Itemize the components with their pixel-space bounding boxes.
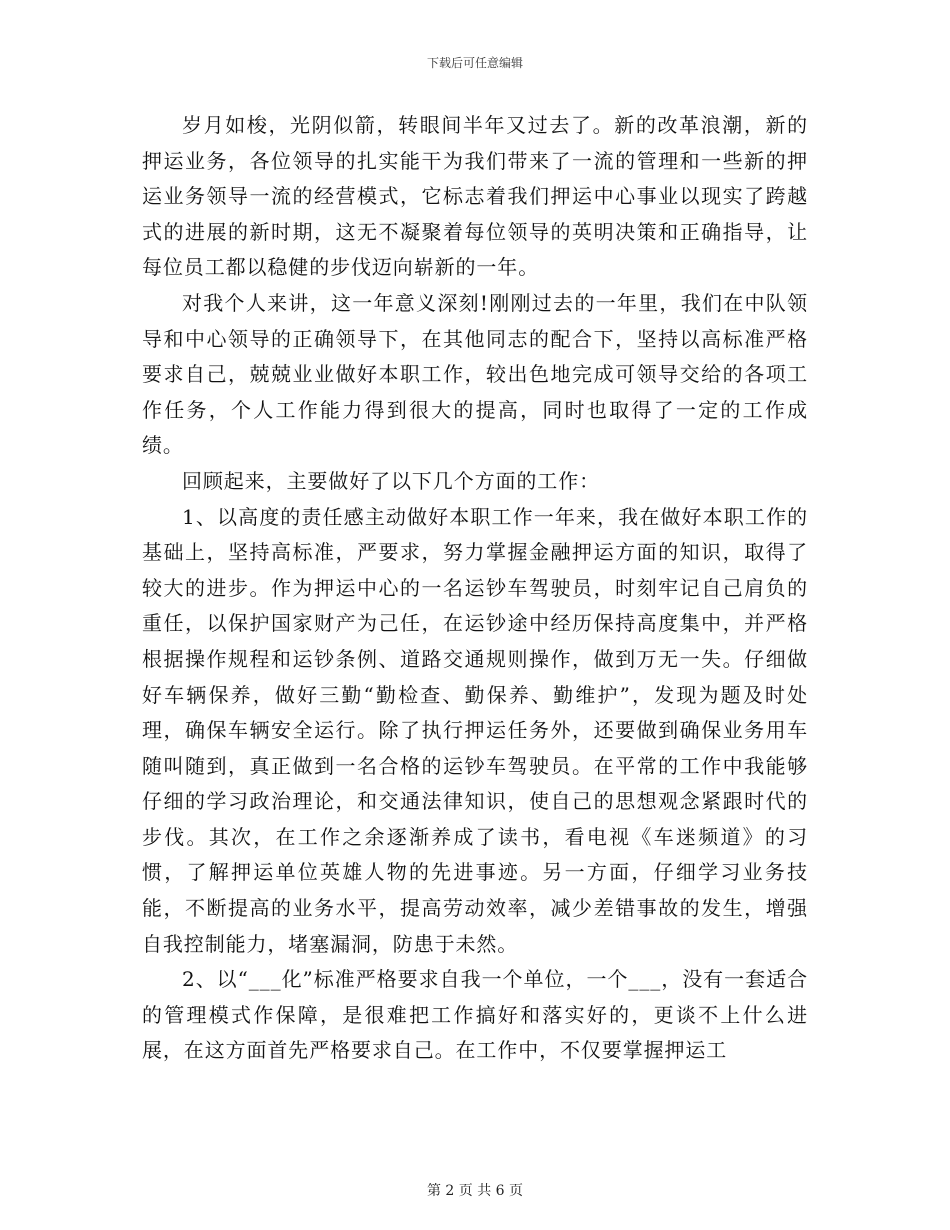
document-body xyxy=(142,108,808,1069)
page-header: 下载后可任意编辑 xyxy=(426,56,523,70)
paragraph-4: 1、以高度的责任感主动做好本职工作一年来，我在做好本职工作的基础上，坚持高标准，严要求，努力掌握金融押运方面的知识，取得了较大的进步。作为押运中心的一名运钞车驾驶员，时刻牢记自己肩负的重任，以保护国家财产为己任，在运钞途中经历保持高度集中，并严格根据操作规程和运钞条例、道路交通规则操作，做到万无一失。仔细做好车辆保养，做好三勤“勤检查、勤保养、勤维护”，发现为题及时处理，确保车辆安全运行。除了执行押运任务外，还要做到确保业务用车随叫随到，真正做到一名合格的运钞车驾驶员。在平常的工作中我能够仔细的学习政治理论，和交通法律知识，使自己的思想观念紧跟时代的步伐。其次，在工作之余逐渐养成了读书，看电视《车迷频道》的习惯，了解押运单位英雄人物的先进事迹。另一方面，仔细学习业务技能，不断提高的业务水平，提高劳动效率，减少差错事故的发生，增强自我控制能力，堵塞漏洞，防患于未然。 xyxy=(142,504,808,956)
paragraph-2: 对我个人来讲，这一年意义深刻!刚刚过去的一年里，我们在中队领导和中心领导的正确领导下，在其他同志的配合下，坚持以高标准严格要求自己，兢兢业业做好本职工作，较出色地完成可领导交给的各项工作任务，个人工作能力得到很大的提高，同时也取得了一定的工作成绩。 xyxy=(142,290,808,458)
paragraph-3: 回顾起来，主要做好了以下几个方面的工作： xyxy=(182,468,600,493)
paragraph-5: 2、以“___化”标准严格要求自我一个单位，一个___，没有一套适合的管理模式作保障，是很难把工作搞好和落实好的，更谈不上什么进展，在这方面首先严格要求自己。在工作中，不仅要掌握押运工 xyxy=(142,967,808,1063)
paragraph-1: 岁月如梭，光阴似箭，转眼间半年又过去了。新的改革浪潮，新的押运业务，各位领导的扎实能干为我们带来了一流的管理和一些新的押运业务领导一流的经营模式，它标志着我们押运中心事业以现实了跨越式的进展的新时期，这无不凝聚着每位领导的英明决策和正确指导，让每位员工都以稳健的步伐迈向崭新的一年。 xyxy=(142,113,808,280)
page-number-footer: 第 2 页 共 6 页 xyxy=(426,1183,524,1199)
